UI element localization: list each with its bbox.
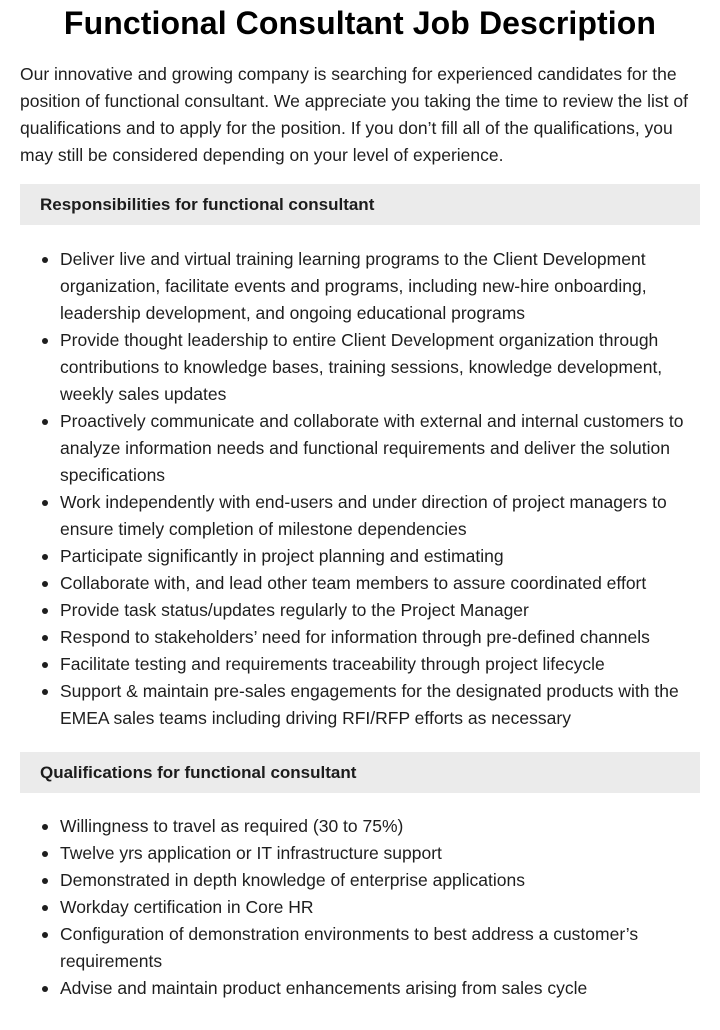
list-item-text: Provide thought leadership to entire Client Development organization through contributions to knowledge bases, training sessions, knowledge development, weekly sales updates	[60, 330, 663, 404]
list-item-text: Demonstrated in depth knowledge of enterprise applications	[60, 870, 526, 890]
list-item	[20, 570, 700, 597]
intro-paragraph: Our innovative and growing company is searching for experienced candidates for the position of functional consultant. We appreciate you taking the time to review the list of qualifications and to apply for the position. If you don’t fill all of the qualifications, you may still be considered depending on your level of experience.	[20, 64, 688, 165]
qualifications-list	[20, 813, 700, 1002]
list-item	[20, 678, 700, 732]
list-item-text: Participate significantly in project planning and estimating	[60, 546, 504, 566]
list-item	[20, 975, 700, 1002]
bullet-icon	[42, 824, 48, 830]
list-item	[20, 246, 700, 327]
bullet-icon	[42, 500, 48, 506]
bullet-icon	[42, 581, 48, 587]
bullet-icon	[42, 608, 48, 614]
responsibilities-heading	[20, 184, 700, 225]
list-item	[20, 813, 700, 840]
list-item	[20, 597, 700, 624]
list-item-text: Workday certification in Core HR	[60, 897, 314, 917]
list-item-text: Respond to stakeholders’ need for information through pre-defined channels	[60, 627, 650, 647]
list-item-text: Support & maintain pre-sales engagements for the designated products with the EMEA sales teams including driving RFI/RFP efforts as necessary	[60, 681, 679, 728]
list-item-text: Advise and maintain product enhancements arising from sales cycle	[60, 978, 588, 998]
list-item-text: Proactively communicate and collaborate with external and internal customers to analyze information needs and functional requirements and deliver the solution specifications	[60, 411, 684, 485]
bullet-icon	[42, 905, 48, 911]
bullet-icon	[42, 689, 48, 695]
list-item	[20, 408, 700, 489]
qualifications-heading	[20, 752, 700, 793]
responsibilities-list	[20, 246, 700, 732]
list-item-text: Twelve yrs application or IT infrastructure support	[60, 843, 442, 863]
list-item	[20, 489, 700, 543]
bullet-icon	[42, 986, 48, 992]
list-item-text: Work independently with end-users and under direction of project managers to ensure timely completion of milestone dependencies	[60, 492, 667, 539]
list-item	[20, 624, 700, 651]
bullet-icon	[42, 932, 48, 938]
list-item	[20, 840, 700, 867]
list-item-text: Configuration of demonstration environments to best address a customer’s requirements	[60, 924, 639, 971]
qualifications-heading-text: Qualifications for functional consultant	[40, 762, 357, 782]
page-title: Functional Consultant Job Description	[63, 5, 657, 41]
bullet-icon	[42, 257, 48, 263]
responsibilities-heading-text: Responsibilities for functional consultant	[40, 194, 375, 214]
list-item-text: Willingness to travel as required (30 to 75%)	[60, 816, 404, 836]
bullet-icon	[42, 878, 48, 884]
bullet-icon	[42, 338, 48, 344]
bullet-icon	[42, 419, 48, 425]
bullet-icon	[42, 554, 48, 560]
list-item	[20, 921, 700, 975]
list-item-text: Collaborate with, and lead other team members to assure coordinated effort	[60, 573, 647, 593]
bullet-icon	[42, 635, 48, 641]
bullet-icon	[42, 851, 48, 857]
list-item	[20, 867, 700, 894]
list-item-text: Provide task status/updates regularly to the Project Manager	[60, 600, 529, 620]
list-item	[20, 543, 700, 570]
list-item-text: Deliver live and virtual training learning programs to the Client Development organization, facilitate events and programs, including new-hire onboarding, leadership development, and ongoing educational programs	[60, 249, 647, 323]
list-item-text: Facilitate testing and requirements traceability through project lifecycle	[60, 654, 605, 674]
list-item	[20, 651, 700, 678]
list-item	[20, 894, 700, 921]
list-item	[20, 327, 700, 408]
bullet-icon	[42, 662, 48, 668]
